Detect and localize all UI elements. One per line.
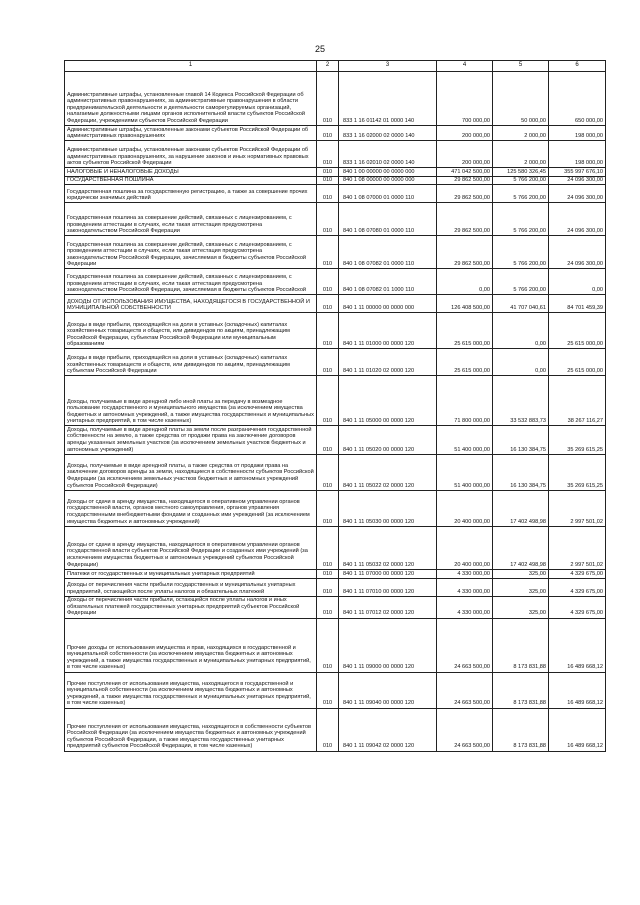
table-header-row bbox=[65, 61, 606, 72]
header-cell: 1 bbox=[65, 61, 317, 72]
row-kbk: 833 1 16 02000 02 0000 140 bbox=[339, 126, 437, 141]
row-rest: 355 997 676,10 bbox=[549, 168, 606, 177]
row-name: Государственная пошлина за совершение действий, связанных с лицензированием, с проведением аттестации в случаях, если такая аттестация предусмотрена законодательством Российской Федерации, зачисляемая в бюджеты субъектов Российской Федерации bbox=[65, 236, 317, 269]
row-done: 5 766 200,00 bbox=[493, 185, 549, 203]
row-code: 010 bbox=[317, 203, 339, 236]
row-done: 41 707 040,61 bbox=[493, 295, 549, 313]
table-row bbox=[65, 618, 606, 672]
row-done: 325,00 bbox=[493, 569, 549, 578]
row-done: 50 000,00 bbox=[493, 72, 549, 126]
row-code: 010 bbox=[317, 269, 339, 295]
header-cell: 2 bbox=[317, 61, 339, 72]
row-code: 010 bbox=[317, 454, 339, 490]
row-code: 010 bbox=[317, 578, 339, 596]
row-name: Государственная пошлина за государственную регистрацию, а также за совершение прочих юридически значимых действий bbox=[65, 185, 317, 203]
row-plan: 25 615 000,00 bbox=[437, 349, 493, 376]
row-kbk: 840 1 00 00000 00 0000 000 bbox=[339, 168, 437, 177]
table-row bbox=[65, 569, 606, 578]
row-done: 5 766 200,00 bbox=[493, 269, 549, 295]
row-name: Прочие поступления от использования имущества, находящегося в государственной и муниципальной собственности (за исключением имущества бюджетных и автономных учреждений, а также имущества государственных и муниципальных унитарных предприятий, в том числе казенных) bbox=[65, 672, 317, 708]
row-rest: 0,00 bbox=[549, 269, 606, 295]
row-name: Административные штрафы, установленные законами субъектов Российской Федерации об административных правонарушениях, за нарушение законов и иных нормативных правовых актов субъектов Российской Федерации bbox=[65, 141, 317, 168]
row-rest: 198 000,00 bbox=[549, 126, 606, 141]
row-done: 2 000,00 bbox=[493, 141, 549, 168]
row-rest: 198 000,00 bbox=[549, 141, 606, 168]
row-code: 010 bbox=[317, 349, 339, 376]
row-plan: 471 042 500,00 bbox=[437, 168, 493, 177]
table-row bbox=[65, 596, 606, 618]
row-done: 8 173 831,88 bbox=[493, 672, 549, 708]
row-plan: 25 615 000,00 bbox=[437, 313, 493, 349]
row-name: Доходы, получаемые в виде арендной платы за земли после разграничения государственной собственности на землю, а также средства от продажи права на заключение договоров аренды указанных земельных участков (за исключением земельных участков бюджетных и автономных учреждений) bbox=[65, 426, 317, 454]
row-code: 010 bbox=[317, 672, 339, 708]
row-name: Доходы в виде прибыли, приходящейся на доли в уставных (складочных) капиталах хозяйственных товариществ и обществ, или дивидендов по акциям, принадлежащим Российской Федерации, субъектам Российской Федерации или муниципальным образованиям bbox=[65, 313, 317, 349]
row-name: НАЛОГОВЫЕ И НЕНАЛОГОВЫЕ ДОХОДЫ bbox=[65, 168, 317, 177]
table-row bbox=[65, 72, 606, 126]
row-done: 8 173 831,88 bbox=[493, 708, 549, 751]
row-rest: 35 269 615,25 bbox=[549, 426, 606, 454]
table-row bbox=[65, 203, 606, 236]
row-done: 0,00 bbox=[493, 349, 549, 376]
row-name: Доходы в виде прибыли, приходящейся на доли в уставных (складочных) капиталах хозяйственных товариществ и обществ, или дивидендов по акциям, принадлежащим субъектам Российской Федерации bbox=[65, 349, 317, 376]
row-plan: 200 000,00 bbox=[437, 141, 493, 168]
row-name: Прочие доходы от использования имущества и прав, находящихся в государственной и муниципальной собственности (за исключением имущества бюджетных и автономных учреждений, а также имущества государственных и муниципальных унитарных предприятий, в том числе казенных) bbox=[65, 618, 317, 672]
row-rest: 4 329 675,00 bbox=[549, 596, 606, 618]
row-plan: 29 862 500,00 bbox=[437, 236, 493, 269]
row-done: 0,00 bbox=[493, 313, 549, 349]
header-cell: 4 bbox=[437, 61, 493, 72]
row-plan: 126 408 500,00 bbox=[437, 295, 493, 313]
row-rest: 16 489 668,12 bbox=[549, 708, 606, 751]
table-row bbox=[65, 672, 606, 708]
row-kbk: 840 1 11 09040 00 0000 120 bbox=[339, 672, 437, 708]
row-plan: 51 400 000,00 bbox=[437, 454, 493, 490]
row-kbk: 840 1 08 07080 01 0000 110 bbox=[339, 203, 437, 236]
row-code: 010 bbox=[317, 168, 339, 177]
row-plan: 4 330 000,00 bbox=[437, 596, 493, 618]
row-rest: 2 997 501,02 bbox=[549, 526, 606, 569]
row-rest: 4 329 675,00 bbox=[549, 578, 606, 596]
row-name: Государственная пошлина за совершение действий, связанных с лицензированием, с проведением аттестации в случаях, если такая аттестация предусмотрена законодательством Российской Федерации bbox=[65, 203, 317, 236]
row-name: ГОСУДАРСТВЕННАЯ ПОШЛИНА bbox=[65, 176, 317, 185]
row-done: 8 173 831,88 bbox=[493, 618, 549, 672]
row-name: Доходы, получаемые в виде арендной платы, а также средства от продажи права на заключение договоров аренды за земли, находящиеся в собственности субъектов Российской Федерации (за исключением земельных участков бюджетных и автономных учреждений субъектов Российской Федерации) bbox=[65, 454, 317, 490]
table-row bbox=[65, 141, 606, 168]
row-kbk: 840 1 11 09042 02 0000 120 bbox=[339, 708, 437, 751]
table-row bbox=[65, 426, 606, 454]
row-name: Административные штрафы, установленные законами субъектов Российской Федерации об административных правонарушениях bbox=[65, 126, 317, 141]
row-code: 010 bbox=[317, 569, 339, 578]
row-rest: 16 489 668,12 bbox=[549, 672, 606, 708]
row-code: 010 bbox=[317, 708, 339, 751]
row-done: 5 766 200,00 bbox=[493, 203, 549, 236]
row-plan: 20 400 000,00 bbox=[437, 490, 493, 526]
row-name: Доходы от сдачи в аренду имущества, находящегося в оперативном управлении органов государственной власти, органов местного самоуправления, органов управления государственными внебюджетными фондами и созданных ими учреждений (за исключением имущества бюджетных и автономных учреждений) bbox=[65, 490, 317, 526]
row-code: 010 bbox=[317, 141, 339, 168]
row-done: 16 130 384,75 bbox=[493, 454, 549, 490]
row-plan: 20 400 000,00 bbox=[437, 526, 493, 569]
table-row bbox=[65, 176, 606, 185]
row-kbk: 840 1 11 07012 02 0000 120 bbox=[339, 596, 437, 618]
header-cell: 3 bbox=[339, 61, 437, 72]
row-name: Платежи от государственных и муниципальных унитарных предприятий bbox=[65, 569, 317, 578]
row-code: 010 bbox=[317, 185, 339, 203]
row-kbk: 833 1 16 02010 02 0000 140 bbox=[339, 141, 437, 168]
row-kbk: 840 1 11 07010 00 0000 120 bbox=[339, 578, 437, 596]
row-name: Государственная пошлина за совершение действий, связанных с лицензированием, с проведением аттестации в случаях, если такая аттестация предусмотрена законодательством Российской Федерации, зачисляемая в бюджеты субъектов Российской bbox=[65, 269, 317, 295]
row-rest: 24 096 300,00 bbox=[549, 185, 606, 203]
row-code: 010 bbox=[317, 526, 339, 569]
row-rest: 16 489 668,12 bbox=[549, 618, 606, 672]
row-done: 33 532 883,73 bbox=[493, 376, 549, 426]
row-done: 125 580 326,45 bbox=[493, 168, 549, 177]
row-code: 010 bbox=[317, 176, 339, 185]
row-done: 17 402 498,98 bbox=[493, 490, 549, 526]
row-plan: 71 800 000,00 bbox=[437, 376, 493, 426]
row-done: 17 402 498,98 bbox=[493, 526, 549, 569]
row-kbk: 840 1 11 09000 00 0000 120 bbox=[339, 618, 437, 672]
row-name: Прочие поступления от использования имущества, находящегося в собственности субъектов Российской Федерации (за исключением имущества бюджетных и автономных учреждений субъектов Российской Федерации, а также имущества государственных унитарных предприятий субъектов Российской Федерации, в том числе казенных) bbox=[65, 708, 317, 751]
page-number: 25 bbox=[314, 44, 325, 54]
row-code: 010 bbox=[317, 313, 339, 349]
row-rest: 24 096 300,00 bbox=[549, 236, 606, 269]
table-row bbox=[65, 454, 606, 490]
header-cell: 6 bbox=[549, 61, 606, 72]
row-rest: 38 267 116,27 bbox=[549, 376, 606, 426]
row-rest: 24 096 300,00 bbox=[549, 203, 606, 236]
row-plan: 4 330 000,00 bbox=[437, 578, 493, 596]
row-rest: 25 615 000,00 bbox=[549, 313, 606, 349]
row-code: 010 bbox=[317, 426, 339, 454]
row-done: 2 000,00 bbox=[493, 126, 549, 141]
row-done: 325,00 bbox=[493, 596, 549, 618]
row-name: Доходы от перечисления части прибыли, остающейся после уплаты налогов и иных обязательных платежей государственных унитарных предприятий субъектов Российской Федерации bbox=[65, 596, 317, 618]
row-kbk: 840 1 08 00000 00 0000 000 bbox=[339, 176, 437, 185]
row-rest: 84 701 459,39 bbox=[549, 295, 606, 313]
row-kbk: 840 1 08 07082 01 0000 110 bbox=[339, 236, 437, 269]
table-row bbox=[65, 578, 606, 596]
row-kbk: 840 1 11 00000 00 0000 000 bbox=[339, 295, 437, 313]
row-kbk: 840 1 11 05032 02 0000 120 bbox=[339, 526, 437, 569]
table-row bbox=[65, 376, 606, 426]
row-kbk: 840 1 11 07000 00 0000 120 bbox=[339, 569, 437, 578]
row-done: 5 766 200,00 bbox=[493, 176, 549, 185]
row-kbk: 840 1 08 07000 01 0000 110 bbox=[339, 185, 437, 203]
row-plan: 29 862 500,00 bbox=[437, 176, 493, 185]
table-row bbox=[65, 126, 606, 141]
row-plan: 24 663 500,00 bbox=[437, 708, 493, 751]
row-plan: 29 862 500,00 bbox=[437, 203, 493, 236]
row-name: Доходы, получаемые в виде арендной либо иной платы за передачу в возмездное пользование государственного и муниципального имущества (за исключением имущества бюджетных и автономных учреждений, а также имущества государственных и муниципальных унитарных предприятий, в том числе казенных) bbox=[65, 376, 317, 426]
row-plan: 700 000,00 bbox=[437, 72, 493, 126]
row-code: 010 bbox=[317, 295, 339, 313]
row-code: 010 bbox=[317, 126, 339, 141]
row-plan: 24 663 500,00 bbox=[437, 672, 493, 708]
row-plan: 29 862 500,00 bbox=[437, 185, 493, 203]
row-done: 5 766 200,00 bbox=[493, 236, 549, 269]
row-code: 010 bbox=[317, 236, 339, 269]
table-row bbox=[65, 490, 606, 526]
row-done: 16 130 384,75 bbox=[493, 426, 549, 454]
row-code: 010 bbox=[317, 618, 339, 672]
row-rest: 35 269 615,25 bbox=[549, 454, 606, 490]
table-row bbox=[65, 185, 606, 203]
row-kbk: 840 1 11 05022 02 0000 120 bbox=[339, 454, 437, 490]
row-kbk: 840 1 11 05030 00 0000 120 bbox=[339, 490, 437, 526]
row-kbk: 840 1 11 01000 00 0000 120 bbox=[339, 313, 437, 349]
table-row bbox=[65, 313, 606, 349]
row-code: 010 bbox=[317, 72, 339, 126]
row-name: Административные штрафы, установленные главой 14 Кодекса Российской Федерации об административных правонарушениях, за административные правонарушения в области предпринимательской деятельности и деятельности саморегулируемых организаций, налагаемые должностными лицами органов исполнительной власти субъектов Российской Федерации, учреждениями субъектов Российской Федерации bbox=[65, 72, 317, 126]
table-row bbox=[65, 295, 606, 313]
table-row bbox=[65, 708, 606, 751]
row-name: Доходы от перечисления части прибыли государственных и муниципальных унитарных предприятий, остающейся после уплаты налогов и обязательных платежей bbox=[65, 578, 317, 596]
table-row bbox=[65, 349, 606, 376]
row-rest: 650 000,00 bbox=[549, 72, 606, 126]
table-row bbox=[65, 526, 606, 569]
row-plan: 4 330 000,00 bbox=[437, 569, 493, 578]
row-code: 010 bbox=[317, 490, 339, 526]
row-plan: 24 663 500,00 bbox=[437, 618, 493, 672]
revenue-table bbox=[64, 60, 606, 752]
row-plan: 0,00 bbox=[437, 269, 493, 295]
row-done: 325,00 bbox=[493, 578, 549, 596]
row-kbk: 833 1 16 01142 01 0000 140 bbox=[339, 72, 437, 126]
row-plan: 200 000,00 bbox=[437, 126, 493, 141]
table-row bbox=[65, 236, 606, 269]
row-name: Доходы от сдачи в аренду имущества, находящегося в оперативном управлении органов государственной власти субъектов Российской Федерации и созданных ими учреждений (за исключением имущества бюджетных и автономных учреждений субъектов Российской Федерации) bbox=[65, 526, 317, 569]
row-kbk: 840 1 08 07082 01 1000 110 bbox=[339, 269, 437, 295]
row-rest: 24 096 300,00 bbox=[549, 176, 606, 185]
row-code: 010 bbox=[317, 596, 339, 618]
row-rest: 4 329 675,00 bbox=[549, 569, 606, 578]
row-name: ДОХОДЫ ОТ ИСПОЛЬЗОВАНИЯ ИМУЩЕСТВА, НАХОДЯЩЕГОСЯ В ГОСУДАРСТВЕННОЙ И МУНИЦИПАЛЬНОЙ СОБСТВЕННОСТИ bbox=[65, 295, 317, 313]
row-kbk: 840 1 11 05000 00 0000 120 bbox=[339, 376, 437, 426]
row-rest: 25 615 000,00 bbox=[549, 349, 606, 376]
table-row bbox=[65, 168, 606, 177]
row-plan: 51 400 000,00 bbox=[437, 426, 493, 454]
row-kbk: 840 1 11 05020 00 0000 120 bbox=[339, 426, 437, 454]
header-cell: 5 bbox=[493, 61, 549, 72]
row-code: 010 bbox=[317, 376, 339, 426]
row-kbk: 840 1 11 01020 02 0000 120 bbox=[339, 349, 437, 376]
row-rest: 2 997 501,02 bbox=[549, 490, 606, 526]
table-row bbox=[65, 269, 606, 295]
